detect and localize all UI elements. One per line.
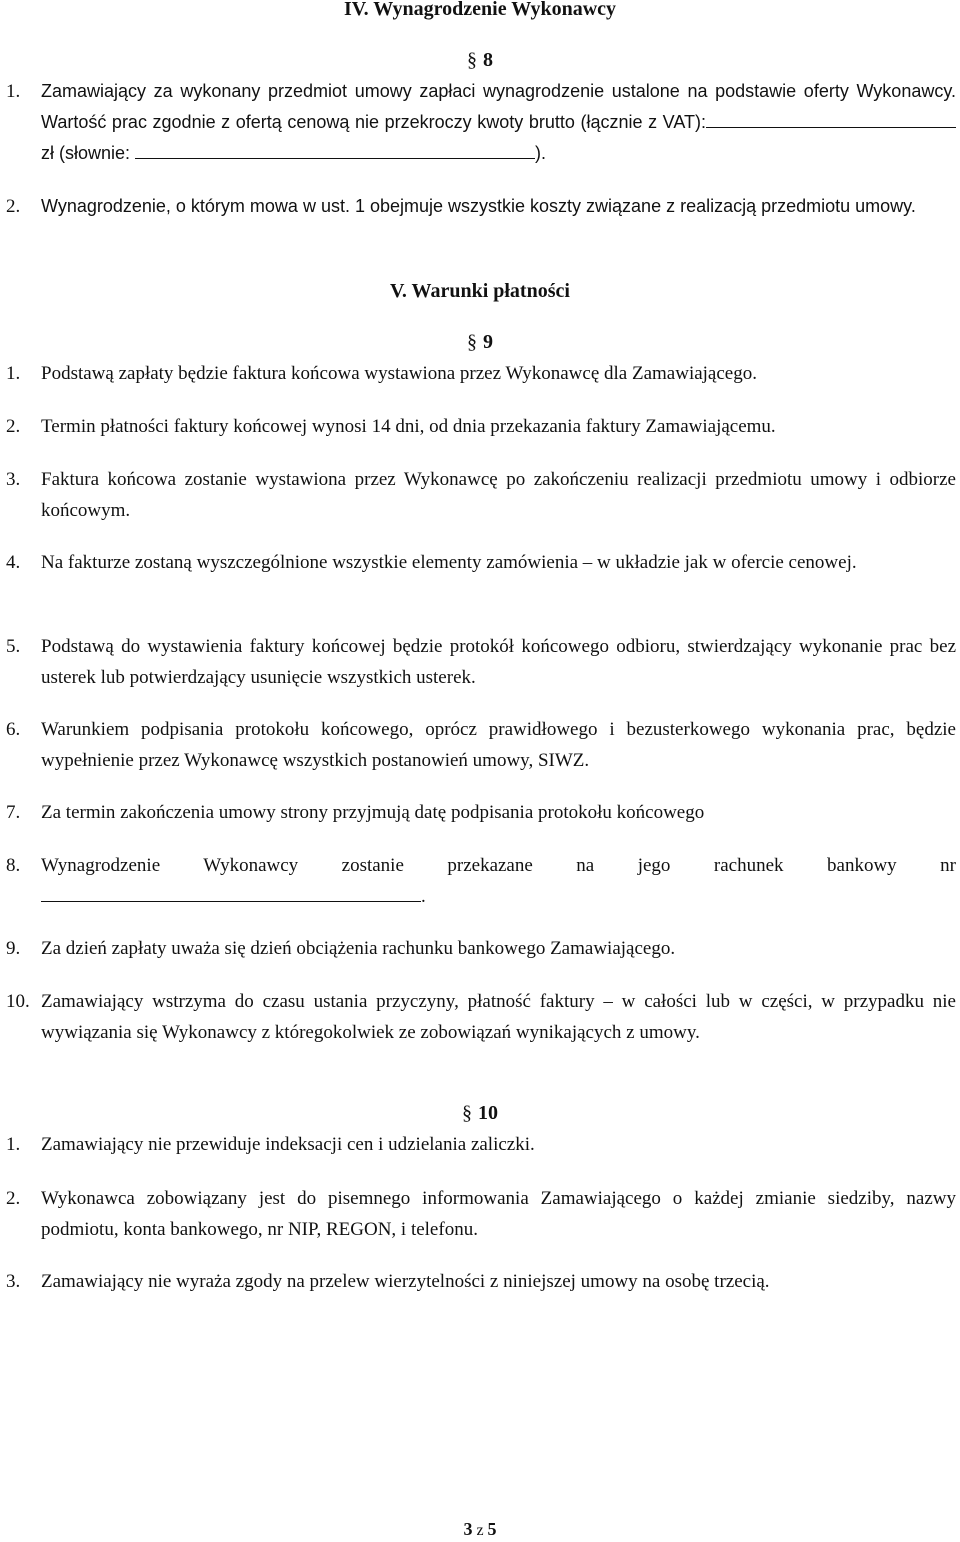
paragraph-number: 8 [483,49,493,71]
item-number: 9. [6,938,21,959]
list-item-10-3 [6,1266,956,1297]
paragraph-mark-10 [0,1101,960,1125]
list-item-v-7 [6,797,956,828]
list-item-10-2 [6,1183,956,1245]
page-total: 5 [487,1519,497,1539]
account-number-blank-line [41,883,421,902]
item-number: 3. [6,469,21,490]
list-item-10-1 [6,1129,956,1160]
list-item-v-5 [6,631,956,693]
page-current: 3 [463,1519,473,1539]
list-item-v-4 [6,547,956,578]
paragraph-number: 9 [483,331,493,353]
item-number: 2. [6,1188,21,1209]
amount-words-blank-line [135,140,535,159]
list-item-v-3 [6,464,956,526]
item-number: 7. [6,802,21,823]
item-text: Za termin zakończenia umowy strony przyjmują datę podpisania protokołu końcowego [41,802,705,823]
page-separator: z [472,1522,488,1539]
item-text: Za dzień zapłaty uważa się dzień obciążenia rachunku bankowego Zamawiającego. [41,938,676,959]
list-item-iv-2 [6,191,956,222]
section-symbol: § [467,331,477,353]
item-number: 8. [6,855,21,876]
section-symbol: § [462,1102,472,1124]
item-text: Warunkiem podpisania protokołu końcowego, oprócz prawidłowego i bezusterkowego wykonania prac, będzie wypełnienie przez Wykonawcę wszystkich postanowień umowy, SIWZ. [41,719,956,771]
list-item-v-9 [6,933,956,964]
item-number: 3. [6,1271,21,1292]
item-text: Wynagrodzenie, o którym mowa w ust. 1 obejmuje wszystkie koszty związane z realizacją przedmiotu umowy. [41,196,916,216]
item-text: Wynagrodzenie Wykonawcy zostanie przekazane na jego rachunek bankowy nr . [41,855,956,907]
item-number: 10. [6,991,30,1012]
list-item-v-10 [6,986,956,1048]
item-text: Wykonawca zobowiązany jest do pisemnego informowania Zamawiającego o każdej zmianie siedziby, nazwy podmiotu, konta bankowego, nr NIP, REGON, i telefonu. [41,1188,956,1240]
item-number: 1. [6,363,21,384]
item-text: Faktura końcowa zostanie wystawiona przez Wykonawcę po zakończeniu realizacji przedmiotu umowy i odbiorze końcowym. [41,469,956,521]
item-number: 4. [6,552,21,573]
paragraph-mark-8 [0,48,960,72]
item-text: Zamawiający nie przewiduje indeksacji cen i udzielania zaliczki. [41,1134,535,1155]
section-title-v: V. Warunki płatności [390,280,570,302]
item-number: 2. [6,416,21,437]
list-item-v-8 [6,850,956,912]
item-number: 1. [6,81,21,102]
item-text: Termin płatności faktury końcowej wynosi 14 dni, od dnia przekazania faktury Zamawiającemu. [41,416,776,437]
list-item-v-1 [6,358,956,389]
item-text: Zamawiający nie wyraża zgody na przelew wierzytelności z niniejszej umowy na osobę trzecią. [41,1271,770,1292]
page-number-footer [0,1518,960,1542]
item-number: 5. [6,636,21,657]
item-text: Na fakturze zostaną wyszczególnione wszystkie elementy zamówienia – w układzie jak w ofercie cenowej. [41,552,857,573]
list-item-v-2 [6,411,956,442]
item-text: Podstawą zapłaty będzie faktura końcowa wystawiona przez Wykonawcę dla Zamawiającego. [41,363,757,384]
section-symbol: § [467,49,477,71]
item-number: 2. [6,196,21,217]
list-item-v-6 [6,714,956,776]
item-text: Zamawiający wstrzyma do czasu ustania przyczyny, płatność faktury – w całości lub w części, w przypadku nie wywiązania się Wykonawcy z któregokolwiek ze zobowiązań wynikających z umowy. [41,991,956,1043]
section-title-iv: IV. Wynagrodzenie Wykonawcy [343,0,617,20]
paragraph-mark-9 [0,330,960,354]
list-item-iv-1 [6,76,956,169]
item-number: 6. [6,719,21,740]
amount-blank-line [706,109,956,128]
paragraph-number: 10 [478,1102,498,1124]
item-text: Zamawiający za wykonany przedmiot umowy zapłaci wynagrodzenie ustalone na podstawie oferty Wykonawcy. Wartość prac zgodnie z ofertą cenową nie przekroczy kwoty brutto (łącznie z VAT): zł (słownie: ). [41,81,956,163]
item-number: 1. [6,1134,21,1155]
item-text: Podstawą do wystawienia faktury końcowej będzie protokół końcowego odbioru, stwierdzający wykonanie prac bez usterek lub potwierdzający usunięcie wszystkich usterek. [41,636,956,688]
